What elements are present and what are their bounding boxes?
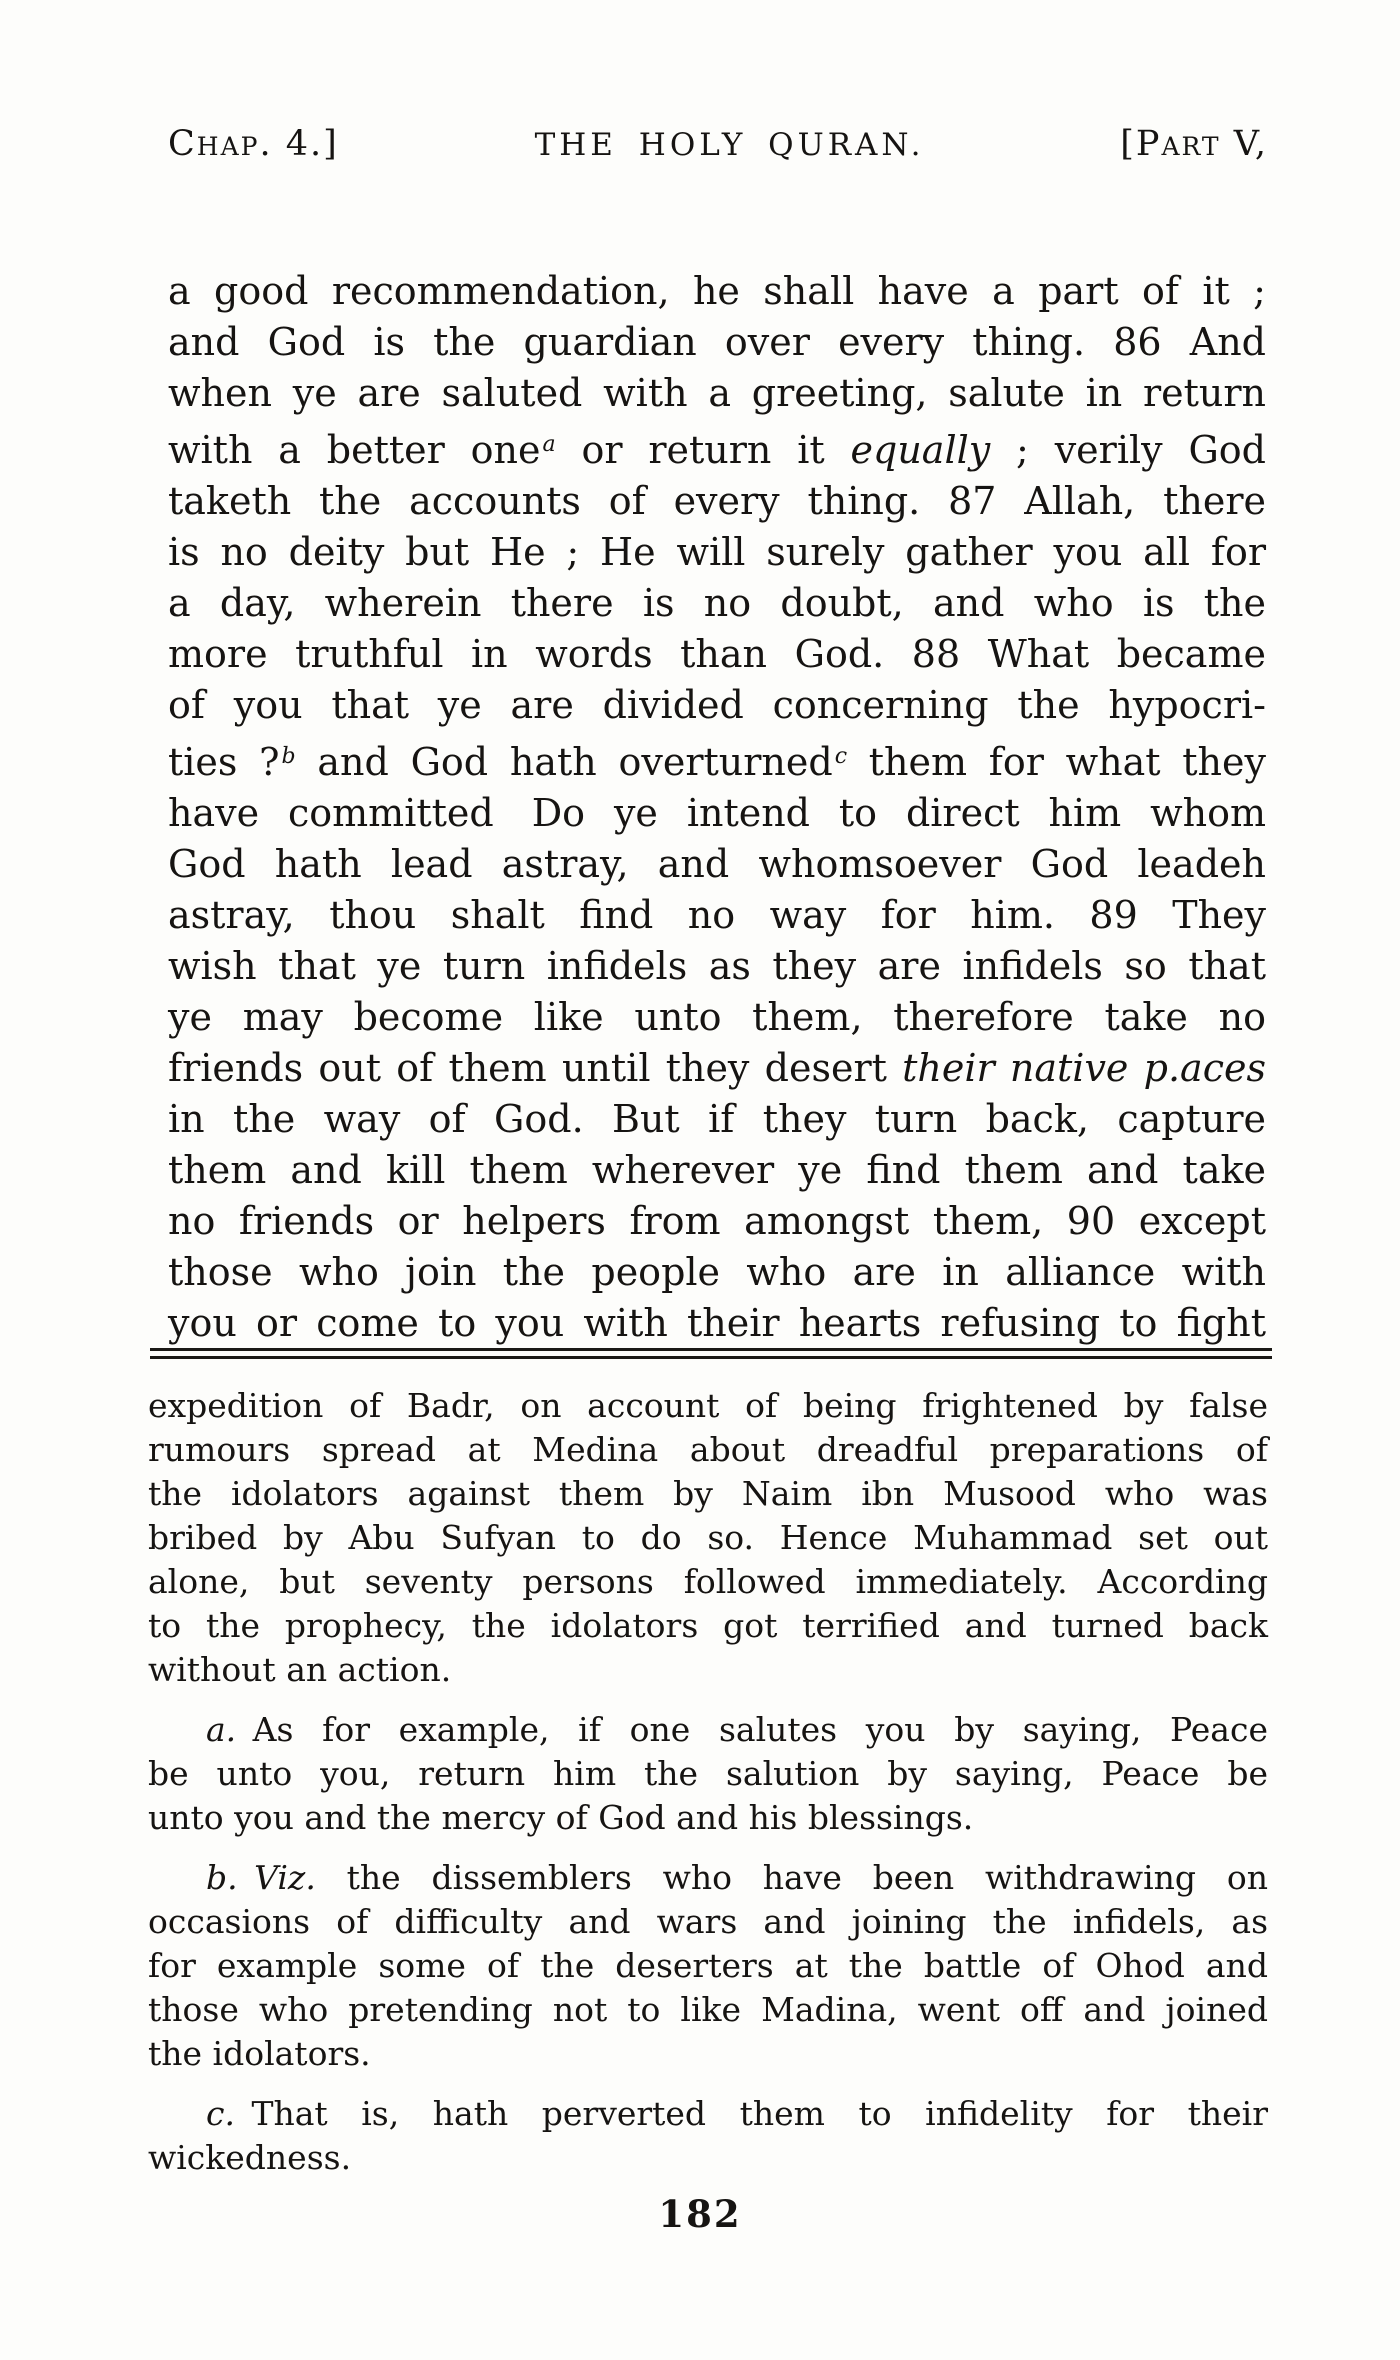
footnote-continuation [148,1384,1268,1692]
text-line: of you that ye are divided concerning the hypocri- [168,683,1266,728]
text-line: rumours spread at Medina about dreadful preparations of [148,1430,1268,1469]
footnote-c [148,2092,1268,2180]
text-line: no friends or helpers from amongst them, 90 except [168,1199,1266,1244]
text-line: is no deity but He ; He will surely gather you all for [168,530,1266,575]
text-line: a good recommendation, he shall have a part of it ; [168,269,1266,313]
footnote-marker: c [834,744,848,770]
chapter-label: Chap. 4.] [168,124,339,164]
text-line: unto you and the mercy of God and his blessings. [148,1798,974,1837]
text-line: taketh the accounts of every thing. 87 Allah, there [168,479,1266,524]
text-line: more truthful in words than God. 88 What became [168,632,1266,677]
page-number: 182 [658,2192,742,2236]
text-line: c. That is, hath perverted them to infidelity for their [206,2094,1268,2133]
text-line: a. As for example, if one salutes you by saying, Peace [206,1710,1268,1749]
footnote-b [148,1856,1268,2076]
text-line: bribed by Abu Sufyan to do so. Hence Muhammad set out [148,1518,1268,1557]
text-line: friends out of them until they desert their native p.aces [168,1046,1266,1091]
text-line: be unto you, return him the salution by saying, Peace be [148,1754,1268,1793]
text-line: when ye are saluted with a greeting, salute in return [168,371,1266,415]
footnote-separator-rule [150,1348,1272,1359]
part-label: [Part V, [1120,124,1268,164]
text-line: the idolators. [148,2034,371,2073]
footnote-a [148,1708,1268,1840]
text-line: a day, wherein there is no doubt, and who is the [168,581,1266,626]
text-line: alone, but seventy persons followed immediately. According [148,1562,1268,1601]
text-line: wickedness. [148,2138,352,2177]
text-line: occasions of difficulty and wars and joining the infidels, as [148,1902,1268,1941]
footnotes-section [148,1384,1268,2196]
text-line: astray, thou shalt find no way for him. 89 They [168,893,1266,938]
text-line: for example some of the deserters at the battle of Ohod and [148,1946,1268,1985]
text-line: wish that ye turn infidels as they are infidels so that [168,944,1266,989]
text-line: them and kill them wherever ye find them and take [168,1148,1266,1193]
text-line: with a better one$^a$ or return it equally ; verily God [168,428,1267,473]
text-line: those who pretending not to like Madina, went off and joined [148,1990,1268,2029]
book-title: THE HOLY QURAN. [534,127,925,163]
text-line: expedition of Badr, on account of being frightened by false [148,1386,1268,1425]
text-line: b. Viz. the dissemblers who have been withdrawing on [206,1858,1268,1897]
text-line: the idolators against them by Naim ibn Musood who was [148,1474,1268,1513]
text-line: you or come to you with their hearts refusing to fight [168,1301,1266,1346]
text-line: in the way of God. But if they turn back, capture [168,1097,1266,1142]
text-line: without an action. [148,1650,452,1689]
footnote-marker: b [281,744,296,770]
footnote-marker: a [542,432,556,457]
text-line: ties ?$^b$ and God hath overturned$^c$ them for what they [168,740,1266,785]
text-line: have committed Do ye intend to direct him whom [168,791,1266,836]
text-line: and God is the guardian over every thing. 86 And [168,320,1266,364]
running-header [168,124,1268,164]
verse-text-block [168,266,1266,1349]
text-line: God hath lead astray, and whomsoever God leadeh [168,842,1266,887]
text-line: to the prophecy, the idolators got terrified and turned back [148,1606,1268,1645]
text-line: ye may become like unto them, therefore take no [168,995,1266,1040]
text-line: those who join the people who are in alliance with [168,1250,1266,1295]
